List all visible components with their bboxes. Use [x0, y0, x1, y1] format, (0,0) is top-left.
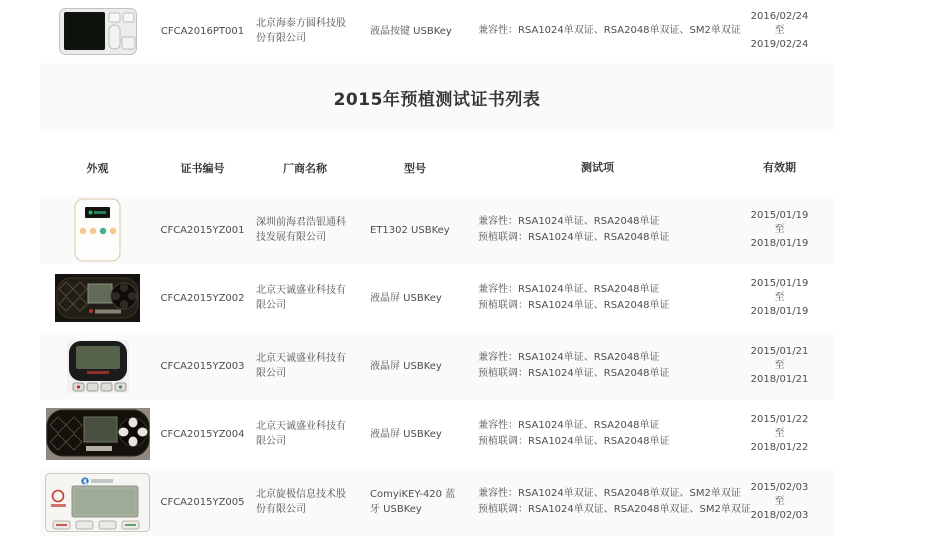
valid-to: 2018/01/19	[750, 306, 809, 317]
usbkey-photo-icon	[74, 198, 121, 262]
cert-no-cell	[155, 497, 250, 508]
tests-cell	[470, 486, 751, 518]
cert-no: CFCA2015YZ002	[160, 292, 245, 304]
manufacturer-cell	[250, 419, 360, 449]
appearance-cell	[40, 8, 155, 55]
tests-cell	[470, 418, 725, 450]
test-compatibility-line: 兼容性：RSA1024单证、RSA2048单证	[478, 284, 660, 295]
test-compatibility-line: 兼容性：RSA1024单证、RSA2048单证	[478, 352, 660, 363]
usbkey-photo-icon	[45, 473, 150, 532]
cert-no-cell	[155, 361, 250, 372]
table-row	[40, 0, 834, 62]
manufacturer-cell	[250, 283, 360, 313]
test-preplant-line: 预植联调：RSA1024单证、RSA2048单证	[478, 368, 670, 379]
model-cell	[360, 427, 470, 442]
table-row	[40, 264, 834, 332]
cert-no: CFCA2015YZ005	[160, 496, 245, 508]
model-cell	[360, 223, 470, 238]
cert-no: CFCA2015YZ001	[160, 224, 245, 236]
usbkey-photo-icon	[67, 340, 129, 393]
appearance-cell	[40, 198, 155, 262]
validity-cell	[725, 413, 834, 455]
cert-no: CFCA2016PT001	[160, 25, 245, 37]
test-compatibility-line: 兼容性：RSA1024单双证、RSA2048单双证、SM2单双证	[478, 25, 741, 36]
appearance-cell	[40, 473, 155, 532]
col-header-tests: 测试项	[581, 161, 614, 174]
validity-cell	[725, 209, 834, 251]
validity-cell	[725, 277, 834, 319]
manufacturer-cell	[250, 215, 360, 245]
test-compatibility-line: 兼容性：RSA1024单证、RSA2048单证	[478, 216, 660, 227]
appearance-cell	[40, 340, 155, 393]
cert-no: CFCA2015YZ003	[160, 360, 245, 372]
model: 液晶按键 USBKey	[370, 25, 452, 37]
col-header-manufacturer: 厂商名称	[283, 161, 327, 175]
tests-cell	[470, 350, 725, 382]
usbkey-photo-icon	[59, 8, 137, 55]
valid-from: 2015/01/22	[750, 414, 809, 425]
model-cell	[360, 487, 470, 517]
valid-separator: 至	[774, 496, 785, 507]
table-header-row	[40, 140, 834, 196]
valid-to: 2018/01/21	[750, 374, 809, 385]
test-preplant-line: 预植联调：RSA1024单双证、RSA2048单双证、SM2单双证	[478, 504, 751, 515]
valid-separator: 至	[774, 428, 785, 439]
manufacturer: 深圳前海君浩银通科技发展有限公司	[256, 217, 346, 243]
validity-cell	[725, 345, 834, 387]
test-compatibility-line: 兼容性：RSA1024单证、RSA2048单证	[478, 420, 660, 431]
table-row	[40, 332, 834, 400]
tests-cell	[470, 23, 741, 39]
model: 液晶屏 USBKey	[370, 428, 442, 440]
cert-no-cell	[155, 293, 250, 304]
valid-to: 2018/01/22	[750, 442, 809, 453]
valid-from: 2015/01/19	[750, 210, 809, 221]
model: ComyiKEY-420 蓝牙 USBKey	[370, 489, 456, 515]
valid-to: 2019/02/24	[750, 39, 809, 50]
valid-from: 2015/01/21	[750, 346, 809, 357]
tests-cell	[470, 214, 725, 246]
manufacturer: 北京旋极信息技术股份有限公司	[256, 489, 346, 515]
valid-from: 2015/01/19	[750, 278, 809, 289]
valid-to: 2018/01/19	[750, 238, 809, 249]
manufacturer: 北京天诚盛业科技有限公司	[256, 285, 346, 311]
valid-separator: 至	[774, 292, 785, 303]
table-row	[40, 400, 834, 468]
model-cell	[360, 359, 470, 374]
appearance-cell	[40, 274, 155, 322]
tests-cell	[470, 282, 725, 314]
table-row	[40, 196, 834, 264]
usbkey-photo-icon	[55, 274, 140, 322]
model-cell	[360, 24, 470, 39]
appearance-cell	[40, 408, 155, 460]
manufacturer-cell	[250, 351, 360, 381]
col-header-appearance: 外观	[86, 162, 109, 175]
valid-from: 2015/02/03	[750, 482, 809, 493]
test-preplant-line: 预植联调：RSA1024单证、RSA2048单证	[478, 232, 670, 243]
valid-from: 2016/02/24	[750, 11, 809, 22]
manufacturer-cell	[250, 16, 360, 46]
table-row	[40, 468, 834, 536]
test-preplant-line: 预植联调：RSA1024单证、RSA2048单证	[478, 436, 670, 447]
manufacturer: 北京天诚盛业科技有限公司	[256, 421, 346, 447]
valid-to: 2018/02/03	[750, 510, 809, 521]
cert-no-cell	[155, 26, 250, 37]
col-header-cert-no: 证书编号	[180, 162, 225, 175]
col-header-validity: 有效期	[763, 161, 796, 174]
valid-separator: 至	[774, 224, 785, 235]
cert-no: CFCA2015YZ004	[160, 428, 245, 440]
model: 液晶屏 USBKey	[370, 360, 442, 372]
manufacturer: 北京天诚盛业科技有限公司	[256, 353, 346, 379]
valid-separator: 至	[774, 25, 785, 36]
model-cell	[360, 291, 470, 306]
model: 液晶屏 USBKey	[370, 292, 442, 304]
test-compatibility-line: 兼容性：RSA1024单双证、RSA2048单双证、SM2单双证	[478, 488, 741, 499]
page-title: 2015年预植测试证书列表	[333, 89, 541, 110]
test-preplant-line: 预植联调：RSA1024单证、RSA2048单证	[478, 300, 670, 311]
validity-cell	[725, 481, 834, 523]
valid-separator: 至	[774, 360, 785, 371]
manufacturer: 北京海泰方圆科技股份有限公司	[256, 18, 346, 44]
section-title-band	[40, 63, 834, 131]
cert-no-cell	[155, 429, 250, 440]
col-header-model: 型号	[404, 161, 426, 175]
cert-no-cell	[155, 225, 250, 236]
validity-cell	[725, 10, 834, 52]
usbkey-photo-icon	[46, 408, 150, 460]
manufacturer-cell	[250, 487, 360, 517]
model: ET1302 USBKey	[370, 224, 450, 236]
